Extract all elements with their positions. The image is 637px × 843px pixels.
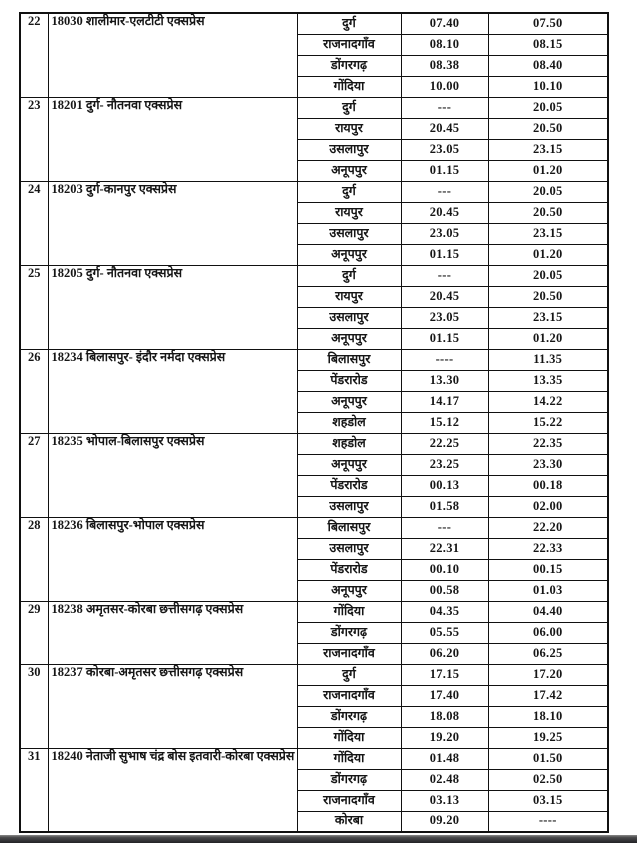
station-cell: राजनादगाँव <box>297 34 401 55</box>
station-cell: उसलापुर <box>297 139 401 160</box>
train-timetable <box>19 12 609 833</box>
train-name-cell: 18203 दुर्ग-कानपुर एक्सप्रेस <box>48 181 297 265</box>
station-cell: डोंगरगढ़ <box>297 769 401 790</box>
arrival-time-cell: 19.20 <box>401 727 488 748</box>
station-cell: गोंदिया <box>297 76 401 97</box>
departure-time-cell: 00.15 <box>488 559 608 580</box>
serial-number-cell: 22 <box>20 13 48 97</box>
station-cell: उसलापुर <box>297 496 401 517</box>
arrival-time-cell: 05.55 <box>401 622 488 643</box>
departure-time-cell: 08.40 <box>488 55 608 76</box>
arrival-time-cell: 23.25 <box>401 454 488 475</box>
departure-time-cell: 01.20 <box>488 328 608 349</box>
serial-number-cell: 30 <box>20 664 48 748</box>
train-name-cell: 18201 दुर्ग- नौतनवा एक्सप्रेस <box>48 97 297 181</box>
departure-time-cell: 10.10 <box>488 76 608 97</box>
station-cell: राजनादगाँव <box>297 643 401 664</box>
arrival-time-cell: 07.40 <box>401 13 488 34</box>
train-name-cell: 18235 भोपाल-बिलासपुर एक्सप्रेस <box>48 433 297 517</box>
departure-time-cell: 20.50 <box>488 202 608 223</box>
arrival-time-cell: 01.48 <box>401 748 488 769</box>
arrival-time-cell: 23.05 <box>401 307 488 328</box>
arrival-time-cell: 17.15 <box>401 664 488 685</box>
arrival-time-cell: 18.08 <box>401 706 488 727</box>
station-cell: अनूपपुर <box>297 160 401 181</box>
timetable-row <box>20 97 608 118</box>
serial-number-cell: 31 <box>20 748 48 832</box>
serial-number-cell: 25 <box>20 265 48 349</box>
timetable-row <box>20 517 608 538</box>
station-cell: रायपुर <box>297 118 401 139</box>
station-cell: दुर्ग <box>297 181 401 202</box>
station-cell: रायपुर <box>297 202 401 223</box>
station-cell: शहडोल <box>297 412 401 433</box>
departure-time-cell: 02.00 <box>488 496 608 517</box>
arrival-time-cell: --- <box>401 517 488 538</box>
arrival-time-cell: 09.20 <box>401 811 488 832</box>
departure-time-cell: 06.25 <box>488 643 608 664</box>
timetable-row <box>20 265 608 286</box>
station-cell: दुर्ग <box>297 97 401 118</box>
timetable-row <box>20 664 608 685</box>
station-cell: दुर्ग <box>297 664 401 685</box>
timetable-row <box>20 748 608 769</box>
departure-time-cell: 18.10 <box>488 706 608 727</box>
arrival-time-cell: 17.40 <box>401 685 488 706</box>
serial-number-cell: 27 <box>20 433 48 517</box>
timetable-row <box>20 349 608 370</box>
departure-time-cell: 19.25 <box>488 727 608 748</box>
arrival-time-cell: ---- <box>401 349 488 370</box>
departure-time-cell: 03.15 <box>488 790 608 811</box>
timetable-body <box>20 13 608 832</box>
arrival-time-cell: --- <box>401 265 488 286</box>
timetable-row <box>20 181 608 202</box>
station-cell: दुर्ग <box>297 13 401 34</box>
departure-time-cell: 20.50 <box>488 286 608 307</box>
timetable-row <box>20 601 608 622</box>
serial-number-cell: 24 <box>20 181 48 265</box>
serial-number-cell: 29 <box>20 601 48 664</box>
station-cell: राजनादगाँव <box>297 685 401 706</box>
station-cell: बिलासपुर <box>297 517 401 538</box>
departure-time-cell: ---- <box>488 811 608 832</box>
arrival-time-cell: 01.15 <box>401 244 488 265</box>
departure-time-cell: 23.15 <box>488 223 608 244</box>
departure-time-cell: 20.05 <box>488 265 608 286</box>
departure-time-cell: 23.15 <box>488 307 608 328</box>
departure-time-cell: 01.20 <box>488 244 608 265</box>
departure-time-cell: 17.20 <box>488 664 608 685</box>
station-cell: बिलासपुर <box>297 349 401 370</box>
train-name-cell: 18237 कोरबा-अमृतसर छत्तीसगढ़ एक्सप्रेस <box>48 664 297 748</box>
station-cell: उसलापुर <box>297 538 401 559</box>
station-cell: दुर्ग <box>297 265 401 286</box>
departure-time-cell: 00.18 <box>488 475 608 496</box>
serial-number-cell: 26 <box>20 349 48 433</box>
station-cell: पेंडरारोड <box>297 559 401 580</box>
departure-time-cell: 23.30 <box>488 454 608 475</box>
train-name-cell: 18234 बिलासपुर- इंदौर नर्मदा एक्सप्रेस <box>48 349 297 433</box>
window-bottom-bar <box>0 835 637 843</box>
station-cell: डोंगरगढ़ <box>297 55 401 76</box>
arrival-time-cell: 00.13 <box>401 475 488 496</box>
station-cell: अनूपपुर <box>297 454 401 475</box>
train-name-cell: 18240 नेताजी सुभाष चंद्र बोस इतवारी-कोरबा एक्सप्रेस <box>48 748 297 832</box>
arrival-time-cell: 08.38 <box>401 55 488 76</box>
departure-time-cell: 13.35 <box>488 370 608 391</box>
departure-time-cell: 22.20 <box>488 517 608 538</box>
train-name-cell: 18205 दुर्ग- नौतनवा एक्सप्रेस <box>48 265 297 349</box>
departure-time-cell: 04.40 <box>488 601 608 622</box>
arrival-time-cell: 20.45 <box>401 118 488 139</box>
arrival-time-cell: 00.10 <box>401 559 488 580</box>
departure-time-cell: 06.00 <box>488 622 608 643</box>
station-cell: डोंगरगढ़ <box>297 622 401 643</box>
arrival-time-cell: 06.20 <box>401 643 488 664</box>
station-cell: अनूपपुर <box>297 580 401 601</box>
departure-time-cell: 08.15 <box>488 34 608 55</box>
station-cell: डोंगरगढ़ <box>297 706 401 727</box>
station-cell: शहडोल <box>297 433 401 454</box>
station-cell: पेंडरारोड <box>297 475 401 496</box>
departure-time-cell: 01.50 <box>488 748 608 769</box>
departure-time-cell: 22.33 <box>488 538 608 559</box>
arrival-time-cell: --- <box>401 181 488 202</box>
station-cell: अनूपपुर <box>297 328 401 349</box>
serial-number-cell: 28 <box>20 517 48 601</box>
departure-time-cell: 11.35 <box>488 349 608 370</box>
departure-time-cell: 20.05 <box>488 181 608 202</box>
timetable-row <box>20 433 608 454</box>
arrival-time-cell: 20.45 <box>401 202 488 223</box>
station-cell: कोरबा <box>297 811 401 832</box>
station-cell: उसलापुर <box>297 223 401 244</box>
station-cell: अनूपपुर <box>297 391 401 412</box>
station-cell: गोंदिया <box>297 748 401 769</box>
arrival-time-cell: 01.15 <box>401 328 488 349</box>
train-name-cell: 18236 बिलासपुर-भोपाल एक्सप्रेस <box>48 517 297 601</box>
departure-time-cell: 23.15 <box>488 139 608 160</box>
arrival-time-cell: 23.05 <box>401 223 488 244</box>
station-cell: पेंडरारोड <box>297 370 401 391</box>
departure-time-cell: 02.50 <box>488 769 608 790</box>
train-name-cell: 18238 अमृतसर-कोरबा छत्तीसगढ़ एक्सप्रेस <box>48 601 297 664</box>
station-cell: गोंदिया <box>297 601 401 622</box>
departure-time-cell: 01.20 <box>488 160 608 181</box>
arrival-time-cell: 10.00 <box>401 76 488 97</box>
departure-time-cell: 20.50 <box>488 118 608 139</box>
arrival-time-cell: 04.35 <box>401 601 488 622</box>
arrival-time-cell: 22.31 <box>401 538 488 559</box>
arrival-time-cell: --- <box>401 97 488 118</box>
departure-time-cell: 22.35 <box>488 433 608 454</box>
arrival-time-cell: 13.30 <box>401 370 488 391</box>
arrival-time-cell: 23.05 <box>401 139 488 160</box>
departure-time-cell: 01.03 <box>488 580 608 601</box>
station-cell: राजनादगाँव <box>297 790 401 811</box>
station-cell: रायपुर <box>297 286 401 307</box>
timetable-row <box>20 13 608 34</box>
station-cell: उसलापुर <box>297 307 401 328</box>
departure-time-cell: 07.50 <box>488 13 608 34</box>
departure-time-cell: 17.42 <box>488 685 608 706</box>
arrival-time-cell: 22.25 <box>401 433 488 454</box>
arrival-time-cell: 00.58 <box>401 580 488 601</box>
arrival-time-cell: 14.17 <box>401 391 488 412</box>
station-cell: गोंदिया <box>297 727 401 748</box>
departure-time-cell: 15.22 <box>488 412 608 433</box>
arrival-time-cell: 20.45 <box>401 286 488 307</box>
arrival-time-cell: 01.15 <box>401 160 488 181</box>
departure-time-cell: 20.05 <box>488 97 608 118</box>
arrival-time-cell: 03.13 <box>401 790 488 811</box>
serial-number-cell: 23 <box>20 97 48 181</box>
arrival-time-cell: 08.10 <box>401 34 488 55</box>
station-cell: अनूपपुर <box>297 244 401 265</box>
arrival-time-cell: 02.48 <box>401 769 488 790</box>
arrival-time-cell: 15.12 <box>401 412 488 433</box>
departure-time-cell: 14.22 <box>488 391 608 412</box>
arrival-time-cell: 01.58 <box>401 496 488 517</box>
train-name-cell: 18030 शालीमार-एलटीटी एक्सप्रेस <box>48 13 297 97</box>
